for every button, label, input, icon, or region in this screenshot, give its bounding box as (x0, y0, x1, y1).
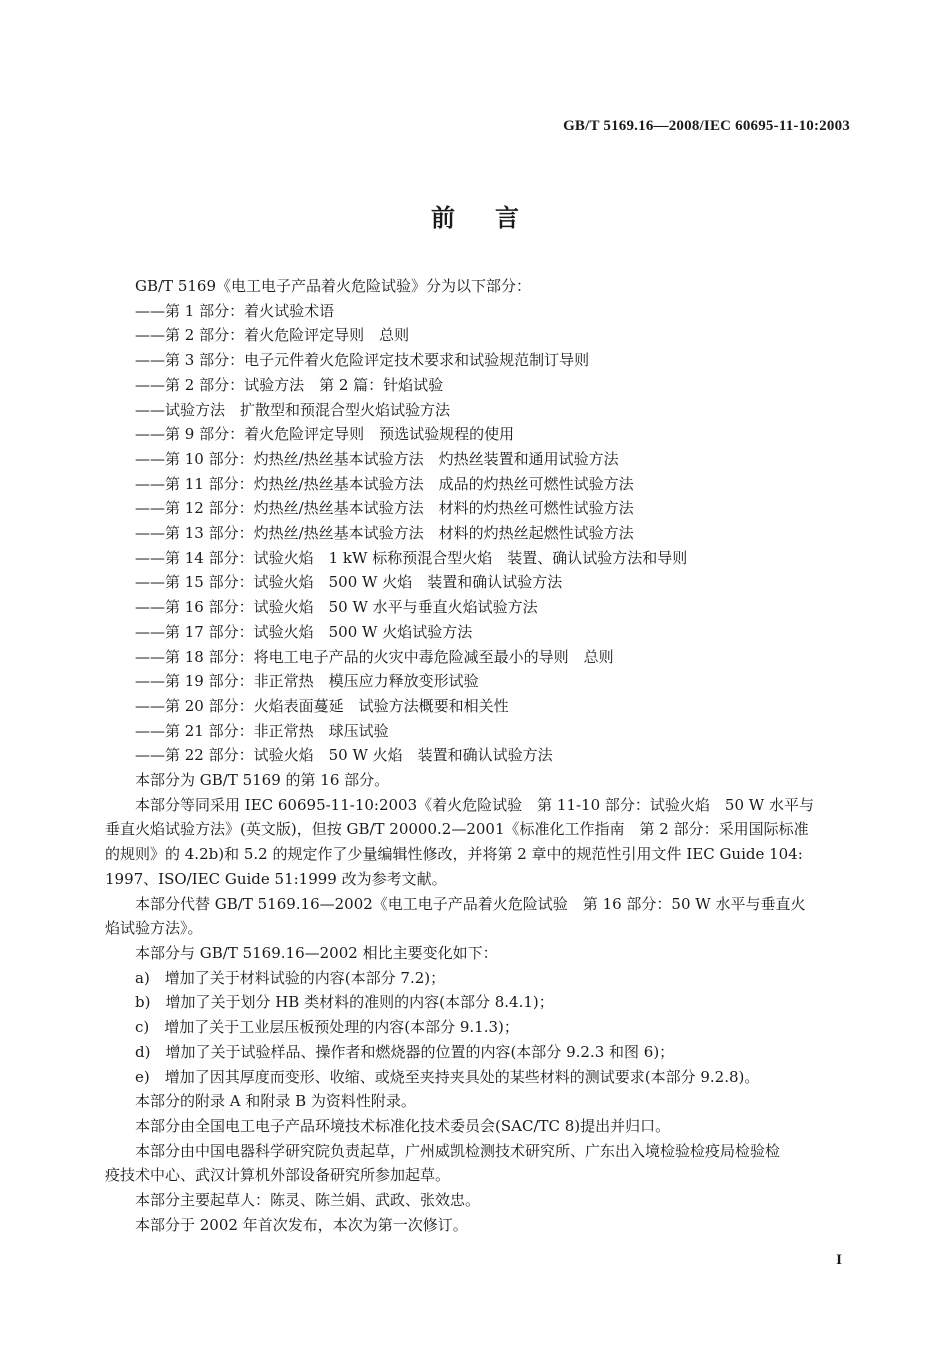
part-item: ——第 18 部分：将电工电子产品的火灾中毒危险减至最小的导则 总则 (135, 647, 614, 666)
changes-list (135, 966, 855, 1090)
change-item: a) 增加了关于材料试验的内容(本部分 7.2)； (135, 968, 446, 987)
part-item: ——第 2 部分：试验方法 第 2 篇：针焰试验 (135, 375, 444, 394)
intro-line: GB/T 5169《电工电子产品着火危险试验》分为以下部分： (135, 277, 532, 295)
annex-statement: 本部分的附录 A 和附录 B 为资料性附录。 (135, 1092, 416, 1111)
change-item: d) 增加了关于试验样品、操作者和燃烧器的位置的内容(本部分 9.2.3 和图 6)； (135, 1042, 675, 1061)
parts-list (135, 299, 855, 768)
part-item: ——第 20 部分：火焰表面蔓延 试验方法概要和相关性 (135, 696, 509, 715)
part-item: ——第 16 部分：试验火焰 50 W 水平与垂直火焰试验方法 (135, 598, 538, 617)
part-item: ——第 15 部分：试验火焰 500 W 火焰 装置和确认试验方法 (135, 573, 563, 592)
part-item: ——第 21 部分：非正常热 球压试验 (135, 721, 389, 740)
part-item: ——第 2 部分：着火危险评定导则 总则 (135, 326, 410, 345)
drafted-statement-line-1: 本部分由中国电器科学研究院负责起草，广州威凯检测技术研究所、广东出入境检验检疫局检验检 (135, 1141, 781, 1160)
header-standard-code: GB/T 5169.16—2008/IEC 60695-11-10:2003 (563, 118, 850, 134)
drafted-statement-line-2: 疫技术中心、武汉计算机外部设备研究所参加起草。 (105, 1166, 451, 1185)
changes-intro: 本部分与 GB/T 5169.16—2002 相比主要变化如下： (135, 943, 498, 962)
replaces-statement-line-2: 焰试验方法》。 (105, 919, 203, 938)
part-item: ——第 9 部分：着火危险评定导则 预选试验规程的使用 (135, 425, 515, 444)
part-item: ——第 11 部分：灼热丝/热丝基本试验方法 成品的灼热丝可燃性试验方法 (135, 474, 634, 493)
part-item: ——第 1 部分：着火试验术语 (135, 301, 335, 320)
page-title: 前言 (431, 204, 559, 232)
part-item: ——第 12 部分：灼热丝/热丝基本试验方法 材料的灼热丝可燃性试验方法 (135, 499, 634, 518)
part-item: ——试验方法 扩散型和预混合型火焰试验方法 (135, 400, 451, 419)
page-number: I (836, 1252, 842, 1268)
equivalent-statement-line-4: 1997、ISO/IEC Guide 51:1999 改为参考文献。 (105, 869, 447, 888)
replaces-statement-line-1: 本部分代替 GB/T 5169.16—2002《电工电子产品着火危险试验 第 16 部分：50 W 水平与垂直火 (135, 894, 806, 913)
equivalent-statement-line-2: 垂直火焰试验方法》(英文版)，但按 GB/T 20000.2—2001《标准化工作指南 第 2 部分：采用国际标准 (105, 820, 809, 839)
equivalent-statement-line-1: 本部分等同采用 IEC 60695-11-10:2003《着火危险试验 第 11-10 部分：试验火焰 50 W 水平与 (135, 795, 814, 814)
part-item: ——第 14 部分：试验火焰 1 kW 标称预混合型火焰 装置、确认试验方法和导则 (135, 548, 688, 567)
document-body (105, 274, 855, 1237)
drafters-statement: 本部分主要起草人：陈灵、陈兰娟、武政、张效忠。 (135, 1191, 481, 1210)
part-item: ——第 22 部分：试验火焰 50 W 火焰 装置和确认试验方法 (135, 746, 553, 765)
proposed-statement: 本部分由全国电工电子产品环境技术标准化技术委员会(SAC/TC 8)提出并归口。 (135, 1116, 671, 1135)
part-item: ——第 13 部分：灼热丝/热丝基本试验方法 材料的灼热丝起燃性试验方法 (135, 524, 634, 543)
equivalent-statement-line-3: 的规则》的 4.2b)和 5.2 的规定作了少量编辑性修改，并将第 2 章中的规范性引用文件 IEC Guide 104: (105, 845, 803, 864)
history-statement: 本部分于 2002 年首次发布，本次为第一次修订。 (135, 1215, 468, 1234)
part-item: ——第 19 部分：非正常热 模压应力释放变形试验 (135, 672, 479, 691)
part-item: ——第 10 部分：灼热丝/热丝基本试验方法 灼热丝装置和通用试验方法 (135, 449, 619, 468)
change-item: e) 增加了因其厚度而变形、收缩、或烧至夹持夹具处的某些材料的测试要求(本部分 9.2.8)。 (135, 1067, 760, 1086)
change-item: c) 增加了关于工业层压板预处理的内容(本部分 9.1.3)； (135, 1018, 519, 1037)
part-of-statement: 本部分为 GB/T 5169 的第 16 部分。 (135, 771, 390, 790)
part-item: ——第 17 部分：试验火焰 500 W 火焰试验方法 (135, 622, 473, 641)
change-item: b) 增加了关于划分 HB 类材料的准则的内容(本部分 8.4.1)； (135, 993, 554, 1012)
part-item: ——第 3 部分：电子元件着火危险评定技术要求和试验规范制订导则 (135, 351, 590, 370)
